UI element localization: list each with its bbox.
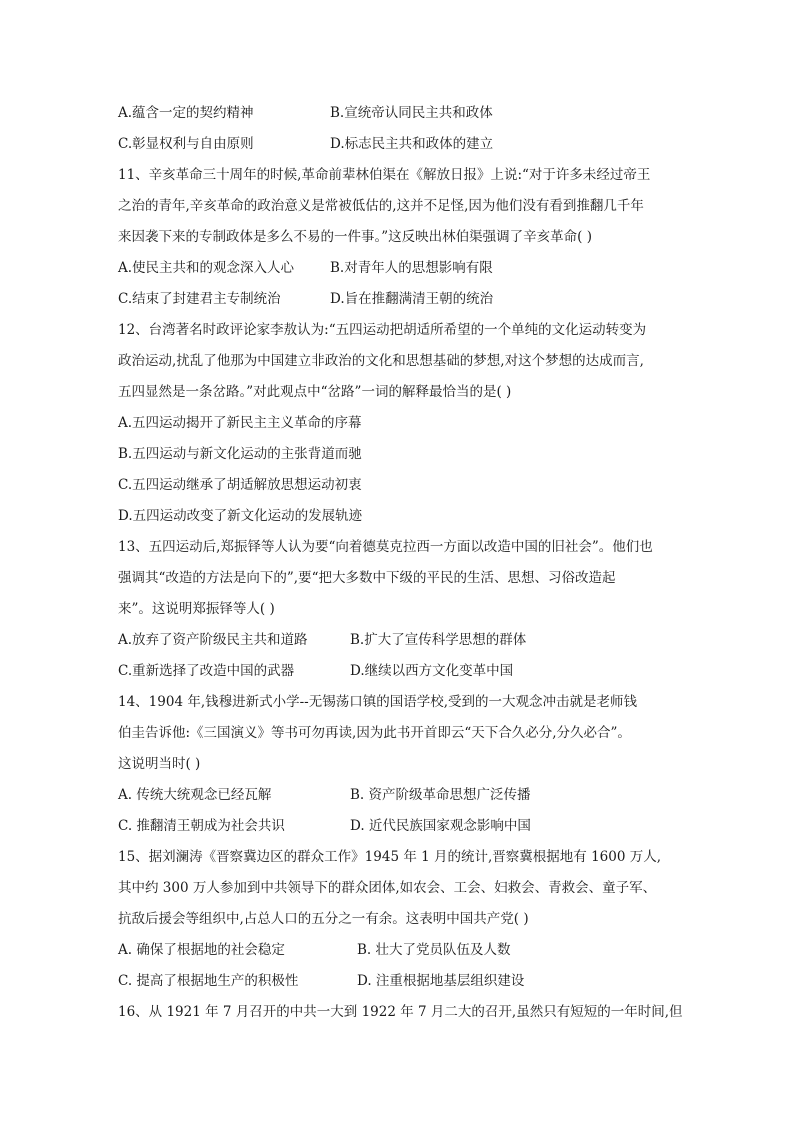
q15-option-d: D. 注重根据地基层组织建设	[357, 973, 525, 989]
q14-option-a: A. 传统大统观念已经瓦解	[118, 787, 272, 803]
q12-stem-line-2: 政治运动,扰乱了他那为中国建立非政治的文化和思想基础的梦想,对这个梦想的达成而言,	[118, 353, 644, 369]
q11-stem-line-3: 来因袭下来的专制政体是多么不易的一件事。”这反映出林伯渠强调了辛亥革命( )	[118, 229, 592, 245]
q15-option-a: A. 确保了根据地的社会稳定	[118, 942, 285, 958]
q13-stem-line-3: 来”。这说明郑振铎等人( )	[118, 601, 275, 617]
q14-option-c: C. 推翻清王朝成为社会共识	[118, 818, 285, 834]
q11-option-d: D.旨在推翻满清王朝的统治	[330, 291, 494, 307]
q10-option-c: C.彰显权利与自由原则	[118, 136, 254, 152]
q15-option-b: B. 壮大了党员队伍及人数	[357, 942, 511, 958]
q11-option-b: B.对青年人的思想影响有限	[330, 260, 493, 276]
q15-stem-line-1: 15、据刘澜涛《晋察冀边区的群众工作》1945 年 1 月的统计,晋察冀根据地有 1600 万人,	[118, 849, 662, 865]
q10-option-a: A.蕴含一定的契约精神	[118, 105, 254, 121]
q12-stem-line-1: 12、台湾著名时政评论家李敖认为:“五四运动把胡适所希望的一个单纯的文化运动转变为	[118, 322, 647, 338]
q15-option-c: C. 提高了根据地生产的积极性	[118, 973, 299, 989]
q13-option-a: A.放弃了资产阶级民主共和道路	[118, 632, 308, 648]
q15-stem-line-3: 抗敌后援会等组织中,占总人口的五分之一有余。这表明中国共产党( )	[118, 911, 529, 927]
q14-stem-line-3: 这说明当时( )	[118, 756, 201, 772]
q11-option-c: C.结束了封建君主专制统治	[118, 291, 281, 307]
q13-option-b: B.扩大了宣传科学思想的群体	[350, 632, 527, 648]
q14-stem-line-2: 伯圭告诉他:《三国演义》等书可勿再读,因为此书开首即云“天下合久必分,分久必合”。	[118, 725, 631, 741]
q14-stem-line-1: 14、1904 年,钱穆进新式小学--无锡荡口镇的国语学校,受到的一大观念冲击就是老师钱	[118, 694, 638, 710]
q11-option-a: A.使民主共和的观念深入人心	[118, 260, 295, 276]
q13-stem-line-2: 强调其“改造的方法是向下的”,要“把大多数中下级的平民的生活、思想、习俗改造起	[118, 570, 616, 586]
q10-option-d: D.标志民主共和政体的建立	[330, 136, 494, 152]
q13-option-c: C.重新选择了改造中国的武器	[118, 663, 295, 679]
q13-stem-line-1: 13、五四运动后,郑振铎等人认为要“向着德莫克拉西一方面以改造中国的旧社会”。他们也	[118, 539, 653, 555]
q10-option-b: B.宣统帝认同民主共和政体	[330, 105, 493, 121]
q11-stem-line-1: 11、辛亥革命三十周年的时候,革命前辈林伯渠在《解放日报》上说:“对于许多未经过帝王	[118, 167, 651, 183]
q15-stem-line-2: 其中约 300 万人参加到中共领导下的群众团体,如农会、工会、妇救会、青救会、童子军、	[118, 880, 657, 896]
q14-option-b: B. 资产阶级革命思想广泛传播	[350, 787, 531, 803]
q12-option-a: A.五四运动揭开了新民主主义革命的序幕	[118, 415, 362, 431]
q11-stem-line-2: 之治的青年,辛亥革命的政治意义是常被低估的,这并不足怪,因为他们没有看到推翻几千年	[118, 198, 644, 214]
q12-option-d: D.五四运动改变了新文化运动的发展轨迹	[118, 508, 363, 524]
q16-stem-line-1: 16、从 1921 年 7 月召开的中共一大到 1922 年 7 月二大的召开,虽然只有短短的一年时间,但	[118, 1004, 683, 1020]
q13-option-d: D.继续以西方文化变革中国	[350, 663, 514, 679]
q12-stem-line-3: 五四显然是一条岔路。”对此观点中“岔路”一词的解释最恰当的是( )	[118, 384, 512, 400]
q12-option-b: B.五四运动与新文化运动的主张背道而驰	[118, 446, 362, 462]
q14-option-d: D. 近代民族国家观念影响中国	[350, 818, 531, 834]
q12-option-c: C.五四运动继承了胡适解放思想运动初衷	[118, 477, 362, 493]
